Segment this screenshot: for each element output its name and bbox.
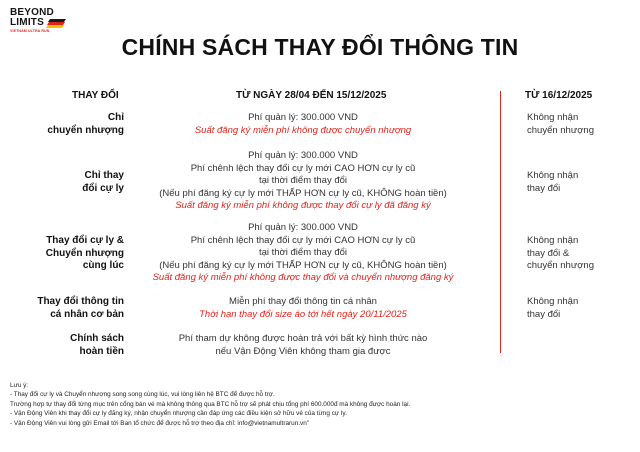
column-header-period2: TỪ 16/12/2025 [525,90,593,101]
note-item: - Vận Động Viên khi thay đổi cự ly đăng ký, nhận chuyển nhượng cần đáp ứng các điều kiện sở hữu vé của từng cự ly. [10,410,347,418]
row-after-distance-and-transfer: Không nhận thay đổi & chuyển nhượng [527,235,594,272]
row-after-transfer-only: Không nhận chuyển nhượng [527,112,594,136]
brand-logo [10,8,72,33]
page-title: CHÍNH SÁCH THAY ĐỔI THÔNG TIN [121,34,519,60]
row-label-personal-info: Thay đổi thông tin cá nhân cơ bản [37,296,124,320]
row-details-personal-info: Miễn phí thay đổi thông tin cá nhân Thời hạn thay đổi size áo tới hết ngày 20/11/2025 [199,296,407,320]
row-label-transfer-only: Chỉ chuyển nhượng [47,112,124,136]
row-after-personal-info: Không nhận thay đổi [527,296,579,320]
note-item: - Vận Động Viên vui lòng gửi Email tới Ban tổ chức để được hỗ trợ theo địa chỉ: info@vietnamultrarun.vn” [10,419,309,427]
row-label-distance-only: Chỉ thay đổi cự ly [82,170,124,194]
row-label-refund-policy: Chính sách hoàn tiền [70,333,124,357]
note-item: - Thay đổi cự ly và Chuyển nhượng song song cùng lúc, vui lòng liên hệ BTC để được hỗ trợ. [10,391,275,399]
column-header-period1: TỪ NGÀY 28/04 ĐẾN 15/12/2025 [236,90,387,101]
note-item: Trường hợp tự thay đổi từng mục trên cổng bán vé mà không thông qua BTC hỗ trợ sẽ phát chịu tổng phí 600.000đ mà không được hoàn lại. [10,400,411,408]
logo-line-1: BEYOND [10,7,54,18]
row-details-distance-and-transfer: Phí quản lý: 300.000 VND Phí chênh lệch thay đổi cự ly mới CAO HƠN cự ly cũ tại thời điểm thay đổi (Nếu phí đăng ký cự ly mới THẤP HƠN cự ly cũ, KHÔNG hoàn tiền) Suất đăng ký miễn phí không được thay đổi và chuyển nhượng đăng ký [152,222,454,284]
logo-subtitle: VIETNAM ULTRA RUN [10,29,50,33]
column-divider [500,91,501,353]
logo-line-2: LIMITS [10,17,44,28]
row-label-distance-and-transfer: Thay đổi cự ly & Chuyển nhượng cùng lúc [45,235,124,272]
logo-stripes-icon [46,19,64,28]
row-details-transfer-only: Phí quản lý: 300.000 VND Suất đăng ký miễn phí không được chuyển nhượng [194,112,412,136]
row-details-distance-only: Phí quản lý: 300.000 VND Phí chênh lệch thay đổi cự ly mới CAO HƠN cự ly cũ tại thời điểm thay đổi (Nếu phí đăng ký cự ly mới THẤP HƠN cự ly cũ, KHÔNG hoàn tiền) Suất đăng ký miễn phí không được thay đổi cự ly đã đăng ký [159,150,447,212]
row-after-distance-only: Không nhận thay đổi [527,170,579,194]
column-header-change: THAY ĐỔI [72,90,119,101]
notes-section [10,381,630,428]
row-details-refund-policy: Phí tham dự không được hoàn trả với bất kỳ hình thức nào nếu Vận Động Viên không tham gia được [178,333,428,357]
notes-heading: Lưu ý: [10,382,29,389]
